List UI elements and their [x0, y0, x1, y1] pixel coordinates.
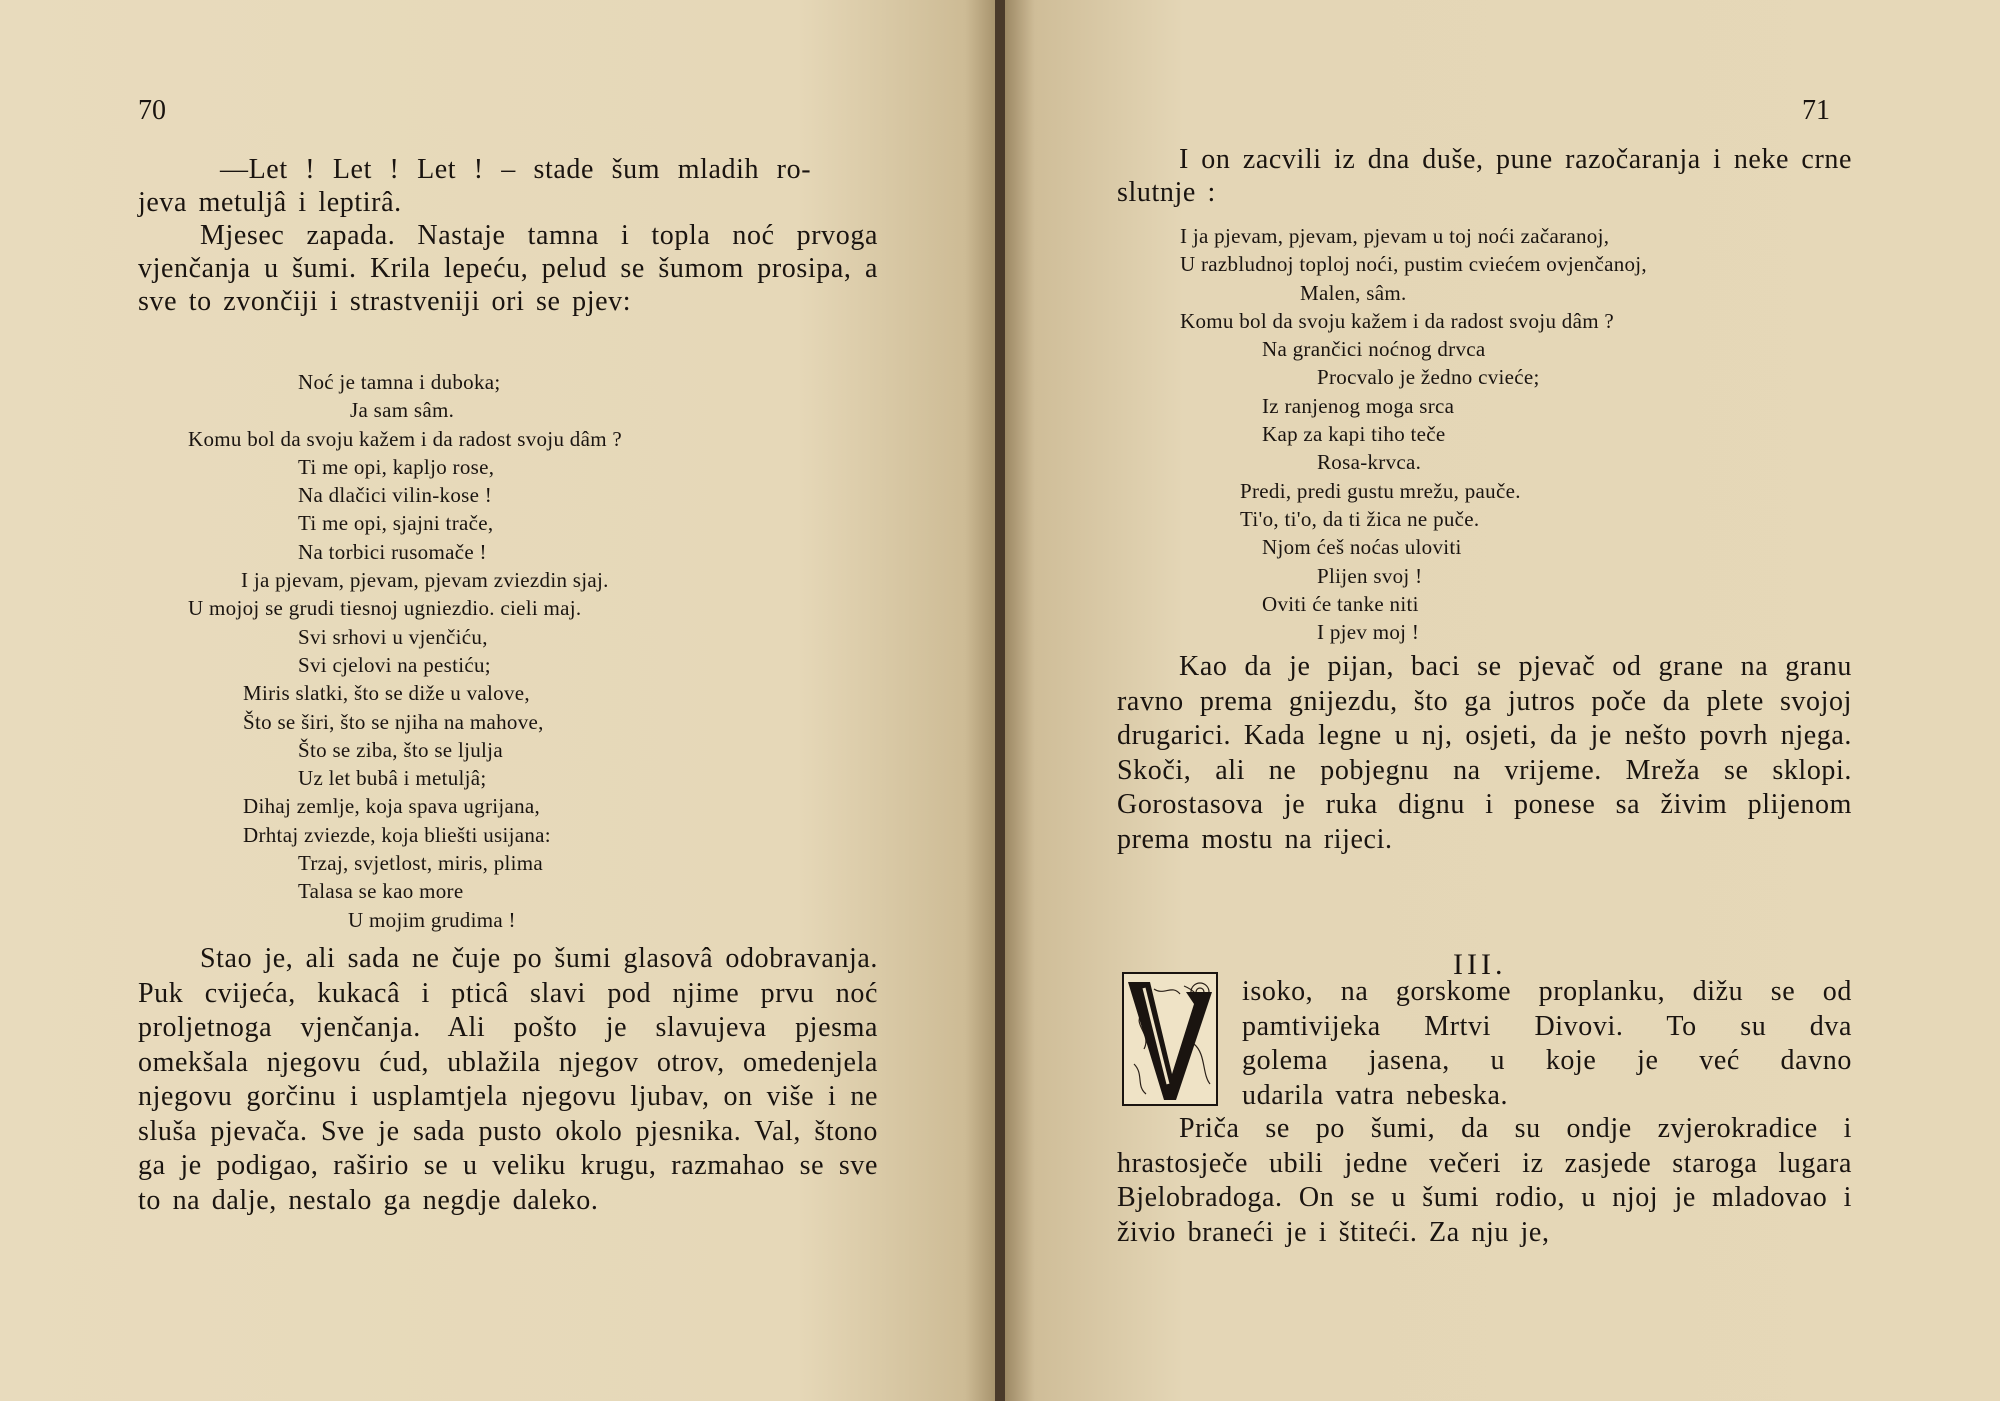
- verse-line: Plijen svoj !: [1317, 563, 1423, 588]
- verse-line: Noć je tamna i duboka;: [298, 370, 501, 394]
- verse-line: U mojoj se grudi tiesnoj ugniezdio. cieli maj.: [188, 596, 582, 621]
- verse-line: I ja pjevam, pjevam, pjevam u toj noći začaranoj,: [1180, 224, 1610, 248]
- verse-line: Što se ziba, što se ljulja: [298, 737, 503, 762]
- paragraph: [1117, 650, 1852, 857]
- paragraph-text: I on zacvili iz dna duše, pune razočaranja i neke crne slutnje :: [1117, 144, 1852, 208]
- verse-line: I ja pjevam, pjevam, pjevam zviezdin sjaj.: [241, 568, 609, 593]
- text-line: udarila vatra nebeska.: [1242, 1079, 1509, 1111]
- text-line: golema jasena, u koje je već davno: [1242, 1045, 1852, 1076]
- verse-line: Talasa se kao more: [298, 879, 464, 904]
- verse-line: Predi, predi gustu mrežu, pauče.: [1240, 478, 1521, 503]
- left-page: [0, 0, 995, 1401]
- ornamental-v-icon: [1124, 974, 1216, 1104]
- verse-line: Kap za kapi tiho teče: [1262, 422, 1446, 447]
- verse-line: Rosa-krvca.: [1317, 450, 1422, 475]
- paragraph: [1117, 1112, 1852, 1250]
- verse-line: Ti me opi, sjajni trače,: [298, 511, 494, 536]
- verse-line: Komu bol da svoju kažem i da radost svoju dâm ?: [1180, 308, 1615, 333]
- paragraph-text: Mjesec zapada. Nastaje tamna i topla noć prvoga vjenčanja u šumi. Krila lepeću, pelud se šumom prosipa, a sve to zvončiji i strastveniji ori se pjev:: [138, 220, 878, 317]
- verse-line: U razbludnoj toploj noći, pustim cviećem ovjenčanoj,: [1180, 252, 1647, 277]
- verse-line: Na grančici noćnog drvca: [1262, 337, 1486, 362]
- paragraph: [138, 219, 878, 318]
- verse-line: Miris slatki, što se diže u valove,: [243, 681, 530, 706]
- verse-line: Drhtaj zviezde, koja bliešti usijana:: [243, 822, 551, 847]
- paragraph-text: Stao je, ali sada ne čuje po šumi glasovâ odobravanja. Puk cvijeća, kukacâ i pticâ slavi pod njime prvu noć proljetnoga vjenčanja. Ali pošto je slavujeva pjesma omekšala njegovu ćud, ublažila njegov otrov, omedenjela njegovu gorčinu i usplamtjela njegovu ljubav, on više i ne sluša pjevača. Sve je sada pusto okolo pjesnika. Val, štono ga je podigao, raširio se u veliku krugu, razmahao se sve to na dalje, nestalo ga negdje daleko.: [138, 943, 878, 1216]
- page-number: 71: [1802, 95, 1830, 126]
- paragraph-text: Kao da je pijan, baci se pjevač od grane na granu ravno prema gnijezdu, što ga jutros poče da plete svojoj drugarici. Kada legne u nj, osjeti, da je nešto povrh njega. Skoči, ali ne pobjegnu na vrijeme. Mreža se sklopi. Gorostasova je ruka dignu i ponese sa živim plijenom prema mostu na rijeci.: [1117, 651, 1852, 855]
- page-number: 70: [138, 95, 166, 126]
- decorated-initial-v: [1122, 972, 1218, 1106]
- text-line: pamtivijeka Mrtvi Divovi. To su dva: [1242, 1010, 1852, 1042]
- poem: [1180, 222, 1860, 646]
- section-heading: III.: [1453, 948, 1507, 981]
- verse-line: Svi srhovi u vjenčiću,: [298, 624, 488, 649]
- verse-line: Ti me opi, kapljo rose,: [298, 454, 495, 479]
- paragraph: [1117, 143, 1852, 209]
- verse-line: U mojim grudima !: [348, 907, 516, 932]
- verse-line: Oviti će tanke niti: [1262, 591, 1419, 616]
- initial-text: [1242, 975, 1852, 1113]
- verse-line: Procvalo je žedno cvieće;: [1317, 365, 1540, 390]
- verse-line: I pjev moj !: [1317, 620, 1420, 645]
- verse-line: Malen, sâm.: [1300, 280, 1407, 305]
- opening-text: [138, 153, 878, 219]
- paragraph: [138, 942, 878, 1218]
- paragraph-text: Priča se po šumi, da su ondje zvjerokradice i hrastosječe ubili jedne večeri iz zasjede staroga lugara Bjelobradoga. On se u šumi rodio, u njoj je mladovao i živio braneći je i štiteći. Za nju je,: [1117, 1113, 1852, 1248]
- verse-line: Što se širi, što se njiha na mahove,: [243, 709, 544, 734]
- right-page: [1005, 0, 2000, 1401]
- verse-line: Na torbici rusomače !: [298, 539, 487, 564]
- verse-line: Uz let bubâ i metuljâ;: [298, 766, 487, 791]
- verse-line: Iz ranjenog moga srca: [1262, 393, 1455, 418]
- verse-line: Svi cjelovi na pestiću;: [298, 652, 491, 677]
- text-line: isoko, na gorskome proplanku, dižu se od: [1242, 976, 1852, 1007]
- verse-line: Komu bol da svoju kažem i da radost svoju dâm ?: [188, 426, 623, 451]
- verse-line: Na dlačici vilin-kose !: [298, 483, 493, 508]
- verse-line: Trzaj, svjetlost, miris, plima: [298, 851, 544, 876]
- verse-line: Dihaj zemlje, koja spava ugrijana,: [243, 794, 541, 819]
- poem: [188, 368, 868, 934]
- text-line: —Let ! Let ! Let ! – stade šum mladih ro-: [220, 154, 812, 185]
- text-line: jeva metuljâ i leptirâ.: [138, 187, 402, 218]
- verse-line: Njom ćeš noćas uloviti: [1262, 535, 1462, 560]
- verse-line: Ja sam sâm.: [350, 398, 455, 423]
- book-gutter: [995, 0, 1005, 1401]
- verse-line: Ti'o, ti'o, da ti žica ne puče.: [1240, 506, 1480, 531]
